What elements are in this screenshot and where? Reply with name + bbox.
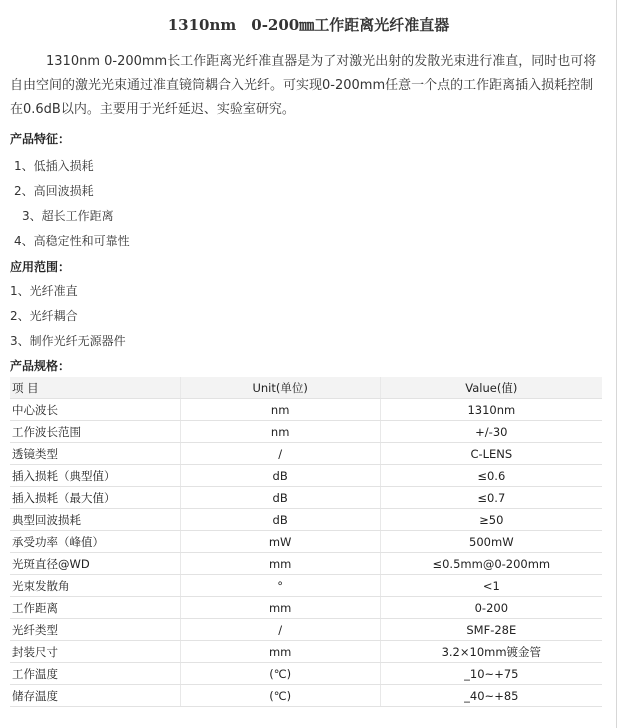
spec-value: _10~+75 — [380, 663, 602, 685]
spec-parameter: 工作温度 — [10, 663, 180, 685]
spec-value: _40~+85 — [380, 685, 602, 707]
spec-parameter: 插入损耗（典型值） — [10, 465, 180, 487]
spec-row — [10, 531, 602, 553]
spec-header-item: 项 目 — [10, 377, 180, 399]
spec-value: <1 — [380, 575, 602, 597]
spec-unit: dB — [180, 509, 380, 531]
application-item: 2、光纤耦合 — [10, 309, 78, 323]
spec-row — [10, 465, 602, 487]
spec-value: SMF-28E — [380, 619, 602, 641]
spec-parameter: 光纤类型 — [10, 619, 180, 641]
spec-row — [10, 421, 602, 443]
intro-paragraph: 1310nm 0-200mm长工作距离光纤准直器是为了对激光出射的发散光束进行准直，同时也可将自由空间的激光光束通过准直镜筒耦合入光纤。可实现0-200mm任意一个点的工作距离插入损耗控制在0.6dB以内。主要用于光纤延迟、实验室研究。 — [10, 54, 597, 117]
spec-unit: mW — [180, 531, 380, 553]
spec-row — [10, 553, 602, 575]
application-item: 1、光纤准直 — [10, 284, 78, 298]
spec-parameter: 光束发散角 — [10, 575, 180, 597]
spec-value: ≤0.7 — [380, 487, 602, 509]
spec-parameter: 封装尺寸 — [10, 641, 180, 663]
spec-value: 500mW — [380, 531, 602, 553]
spec-unit: nm — [180, 421, 380, 443]
spec-row — [10, 597, 602, 619]
spec-unit: mm — [180, 553, 380, 575]
spec-row — [10, 641, 602, 663]
page-title: 1310nm 0-200㎜工作距离光纤准直器 — [167, 16, 450, 34]
spec-parameter: 中心波长 — [10, 399, 180, 421]
spec-parameter: 典型回波损耗 — [10, 509, 180, 531]
spec-value: 1310nm — [380, 399, 602, 421]
spec-row — [10, 487, 602, 509]
spec-parameter: 工作距离 — [10, 597, 180, 619]
spec-value: ≤0.5mm@0-200mm — [380, 553, 602, 575]
spec-unit: mm — [180, 641, 380, 663]
spec-value: ≤0.6 — [380, 465, 602, 487]
spec-parameter: 插入损耗（最大值） — [10, 487, 180, 509]
spec-value: ≥50 — [380, 509, 602, 531]
spec-value: +/-30 — [380, 421, 602, 443]
spec-value: 3.2×10mm镀金管 — [380, 641, 602, 663]
feature-item: 1、低插入损耗 — [14, 159, 94, 173]
spec-unit: (℃) — [180, 663, 380, 685]
feature-item: 3、超长工作距离 — [22, 209, 114, 223]
feature-item: 4、高稳定性和可靠性 — [14, 234, 130, 248]
feature-item: 2、高回波损耗 — [14, 184, 94, 198]
spec-unit: (℃) — [180, 685, 380, 707]
spec-parameter: 储存温度 — [10, 685, 180, 707]
applications-heading: 应用范围： — [10, 260, 71, 274]
spec-parameter: 工作波长范围 — [10, 421, 180, 443]
spec-parameter: 透镜类型 — [10, 443, 180, 465]
spec-value: C-LENS — [380, 443, 602, 465]
spec-header-row — [10, 377, 602, 399]
spec-header-value: Value(值) — [380, 377, 602, 399]
spec-row — [10, 663, 602, 685]
spec-unit: / — [180, 443, 380, 465]
spec-row — [10, 509, 602, 531]
spec-parameter: 承受功率（峰值） — [10, 531, 180, 553]
spec-row — [10, 685, 602, 707]
spec-row — [10, 443, 602, 465]
spec-row — [10, 619, 602, 641]
specs-heading: 产品规格： — [10, 359, 71, 373]
features-heading: 产品特征： — [10, 132, 71, 146]
spec-unit: / — [180, 619, 380, 641]
spec-row — [10, 399, 602, 421]
spec-unit: dB — [180, 465, 380, 487]
spec-header-unit: Unit(单位) — [180, 377, 380, 399]
spec-parameter: 光斑直径@WD — [10, 553, 180, 575]
spec-unit: ° — [180, 575, 380, 597]
spec-row — [10, 575, 602, 597]
spec-unit: mm — [180, 597, 380, 619]
spec-unit: nm — [180, 399, 380, 421]
application-item: 3、制作光纤无源器件 — [10, 334, 126, 348]
spec-value: 0-200 — [380, 597, 602, 619]
spec-table — [10, 377, 602, 707]
spec-unit: dB — [180, 487, 380, 509]
